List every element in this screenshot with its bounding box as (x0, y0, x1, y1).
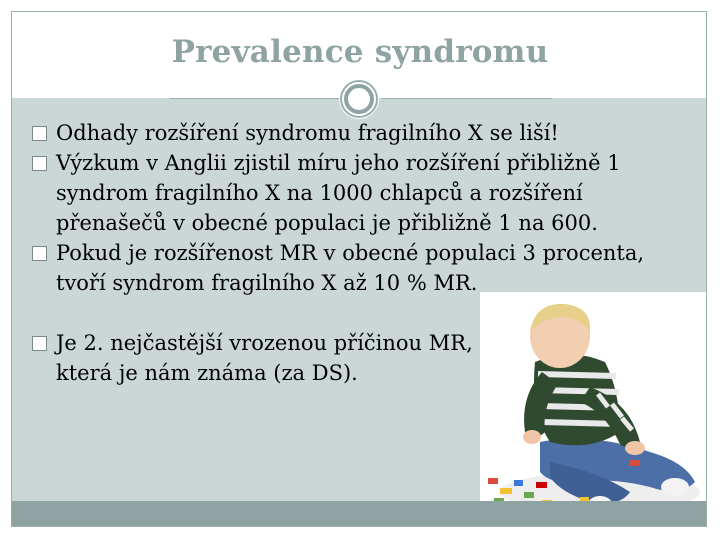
bottom-bar (12, 501, 706, 526)
ring-ornament-icon (339, 79, 379, 119)
child-playing-with-blocks-photo (480, 292, 706, 526)
title-divider-left (170, 98, 340, 99)
bullet-text: Je 2. nejčastější vrozenou příčinou MR, která je nám známa (za DS). (56, 331, 473, 385)
bullet-box-icon (32, 336, 47, 351)
bullet-text: Výzkum v Anglii zjistil míru jeho rozšíření přibližně 1 syndrom fragilního X na 1000 chlapců a rozšíření přenašečů v obecné populaci je přibližně 1 na 600. (56, 151, 621, 235)
bullet-box-icon (32, 246, 47, 261)
bullet-text: Odhady rozšíření syndromu fragilního X se liší! (56, 121, 559, 145)
bullet-box-icon (32, 156, 47, 171)
bullet-text: Pokud je rozšířenost MR v obecné populaci 3 procenta, tvoří syndrom fragilního X až 10 % MR. (56, 241, 645, 295)
bullet-item (30, 148, 710, 238)
slide-title: Prevalence syndromu (171, 34, 549, 70)
title-divider-right (382, 98, 552, 99)
bullet-item (30, 238, 710, 298)
bullet-box-icon (32, 126, 47, 141)
bullet-item (30, 118, 710, 148)
